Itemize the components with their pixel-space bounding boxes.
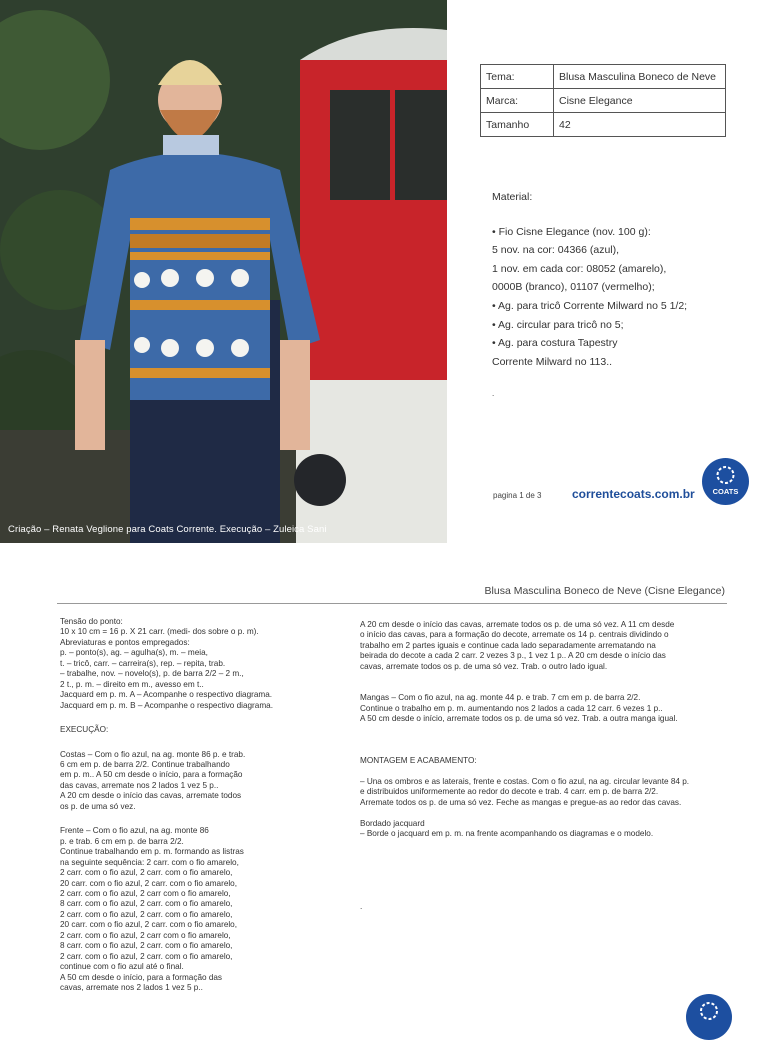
text-line: A 50 cm desde o início, para a formação das bbox=[60, 972, 223, 982]
info-row-tema bbox=[481, 65, 726, 89]
text-line: Abreviaturas e pontos empregados: bbox=[60, 637, 190, 647]
text-line: em p. m.. A 50 cm desde o início, para a formação bbox=[60, 770, 243, 780]
text-line: os p. de uma só vez. bbox=[60, 801, 136, 811]
text-line: A 50 cm desde o início, arremate todos os p. de uma só vez. Trab. a outra manga igual. bbox=[360, 714, 678, 724]
chain-icon bbox=[702, 458, 749, 505]
text-line: Costas – Com o fio azul, na ag. monte 86 p. e trab. bbox=[60, 749, 246, 759]
photo-caption: Criação – Renata Veglione para Coats Corrente. Execução – Zuleica Sani bbox=[8, 524, 327, 535]
text-line: trabalho em 2 partes iguais e continue cada lado separadamente arrematando na bbox=[360, 640, 656, 650]
info-row-tamanho bbox=[481, 113, 726, 137]
text-line: Tensão do ponto: bbox=[60, 617, 123, 626]
title-divider bbox=[57, 603, 727, 604]
material-line: Corrente Milward no 113.. bbox=[492, 355, 613, 368]
text-line: Frente – Com o fio azul, na ag. monte 86 bbox=[60, 826, 209, 836]
text-line: 2 carr. com o fio azul, 2 carr com o fio amarelo, bbox=[60, 888, 231, 898]
text-line: 20 carr. com o fio azul, 2 carr. com o fio amarelo, bbox=[60, 878, 238, 888]
text-line: e distribuidos uniformemente ao redor do decote e trab. 4 carr. em p. de barra 2/2. bbox=[360, 787, 659, 797]
text-line: 6 cm em p. de barra 2/2. Continue trabalhando bbox=[60, 759, 230, 769]
text-line: continue com o fio azul até o final. bbox=[60, 962, 184, 972]
text-line: 2 carr. com o fio azul, 2 carr com o fio amarelo, bbox=[60, 930, 231, 940]
text-line: 2 t., p. m. – direito em m., avesso em t.. bbox=[60, 679, 204, 689]
logo-text: COATS bbox=[712, 487, 739, 496]
info-label: Tema: bbox=[481, 65, 554, 89]
material-line: • Ag. para tricô Corrente Milward no 5 1/2; bbox=[492, 299, 688, 312]
material-line: 5 nov. na cor: 04366 (azul), bbox=[492, 244, 620, 257]
text-line: A 20 cm desde o início das cavas, arremate todos os p. de uma só vez. A 11 cm desde bbox=[360, 620, 675, 629]
material-line: • Fio Cisne Elegance (nov. 100 g): bbox=[492, 225, 651, 238]
material-heading: Material: bbox=[492, 191, 533, 203]
text-line: na seguinte sequência: 2 carr. com o fio amarelo, bbox=[60, 857, 239, 867]
text-line: o início das cavas, para a formação do decote, arremate os 14 p. centrais dividindo o bbox=[360, 630, 669, 640]
text-line: Bordado jacquard bbox=[360, 818, 425, 828]
text-line: 2 carr. com o fio azul, 2 carr. com o fio amarelo, bbox=[60, 909, 233, 919]
material-trailing: . bbox=[492, 389, 495, 399]
text-line: 2 carr. com o fio azul, 2 carr. com o fio amarelo, bbox=[60, 868, 233, 878]
info-label: Marca: bbox=[481, 89, 554, 113]
text-line: beirada do decote a cada 2 carr. 2 vezes 3 p., 1 vez 1 p.. A 20 cm desde o início das bbox=[360, 651, 666, 661]
info-row-marca bbox=[481, 89, 726, 113]
text-line: 8 carr. com o fio azul, 2 carr. com o fio amarelo, bbox=[60, 941, 233, 951]
site-link[interactable]: correntecoats.com.br bbox=[572, 487, 695, 501]
text-line: 2 carr. com o fio azul, 2 carr. com o fio amarelo, bbox=[60, 951, 233, 961]
text-line: Continue o trabalho em p. m. aumentando nos 2 lados a cada 12 carr. 6 vezes 1 p.. bbox=[360, 703, 663, 713]
chain-icon bbox=[686, 994, 732, 1040]
text-line: das cavas, arremate nos 2 lados 1 vez 5 p.. bbox=[60, 780, 219, 790]
text-line: cavas, arremate nos 2 lados 1 vez 5 p.. bbox=[60, 983, 203, 993]
instructions-column-right bbox=[360, 620, 740, 912]
instructions-column-left bbox=[60, 617, 350, 994]
text-line: 8 carr. com o fio azul, 2 carr. com o fio amarelo, bbox=[60, 899, 233, 909]
material-line: • Ag. circular para tricô no 5; bbox=[492, 318, 624, 331]
text-line: Continue trabalhando em p. m. formando as listras bbox=[60, 847, 244, 857]
text-line: A 20 cm desde o início das cavas, arremate todos bbox=[60, 791, 242, 801]
text-line: p. – ponto(s), ag. – agulha(s), m. – meia, bbox=[60, 648, 208, 658]
material-section bbox=[492, 188, 732, 404]
section-heading-execucao: EXECUÇÃO: bbox=[60, 725, 109, 735]
info-value: Cisne Elegance bbox=[554, 89, 726, 113]
material-line: • Ag. para costura Tapestry bbox=[492, 337, 618, 350]
coats-logo bbox=[702, 458, 749, 505]
text-line: . bbox=[360, 902, 363, 912]
text-line: – Borde o jacquard em p. m. na frente acompanhando os diagramas e o modelo. bbox=[360, 828, 654, 838]
info-value: Blusa Masculina Boneco de Neve bbox=[554, 65, 726, 89]
info-label: Tamanho bbox=[481, 113, 554, 137]
page-number: pagina 1 de 3 bbox=[493, 491, 542, 500]
section-heading-montagem: MONTAGEM E ACABAMENTO: bbox=[360, 755, 477, 765]
text-line: – trabalhe, nov. – novelo(s), p. de barra 2/2 – 2 m., bbox=[60, 669, 244, 679]
text-line: Jacquard em p. m. A – Acompanhe o respectivo diagrama. bbox=[60, 690, 273, 700]
sweater-photo-illustration bbox=[0, 0, 447, 543]
text-line: Jacquard em p. m. B – Acompanhe o respectivo diagrama. bbox=[60, 700, 273, 710]
coats-logo-bottom bbox=[686, 994, 732, 1040]
document-title: Blusa Masculina Boneco de Neve (Cisne Elegance) bbox=[484, 585, 725, 597]
text-line: p. e trab. 6 cm em p. de barra 2/2. bbox=[60, 836, 184, 846]
model-photo bbox=[0, 0, 447, 543]
text-line: Arremate todos os p. de uma só vez. Feche as mangas e pregue-as ao redor das cavas. bbox=[360, 797, 682, 807]
text-line: cavas, arremate todos os p. de uma só vez. Trab. o outro lado igual. bbox=[360, 661, 608, 671]
info-value: 42 bbox=[554, 113, 726, 137]
text-line: 20 carr. com o fio azul, 2 carr. com o fio amarelo, bbox=[60, 920, 238, 930]
text-line: t. – tricô, carr. – carreira(s), rep. – repita, trab. bbox=[60, 658, 226, 668]
material-line: 0000B (branco), 01107 (vermelho); bbox=[492, 281, 655, 294]
text-line: – Una os ombros e as laterais, frente e costas. Com o fio azul, na ag. circular levante 84 p. bbox=[360, 776, 690, 786]
info-table bbox=[480, 64, 726, 137]
text-line: Mangas – Com o fio azul, na ag. monte 44 p. e trab. 7 cm em p. de barra 2/2. bbox=[360, 693, 641, 703]
material-line: 1 nov. em cada cor: 08052 (amarelo), bbox=[492, 262, 667, 275]
text-line: 10 x 10 cm = 16 p. X 21 carr. (medi- dos sobre o p. m). bbox=[60, 627, 259, 637]
